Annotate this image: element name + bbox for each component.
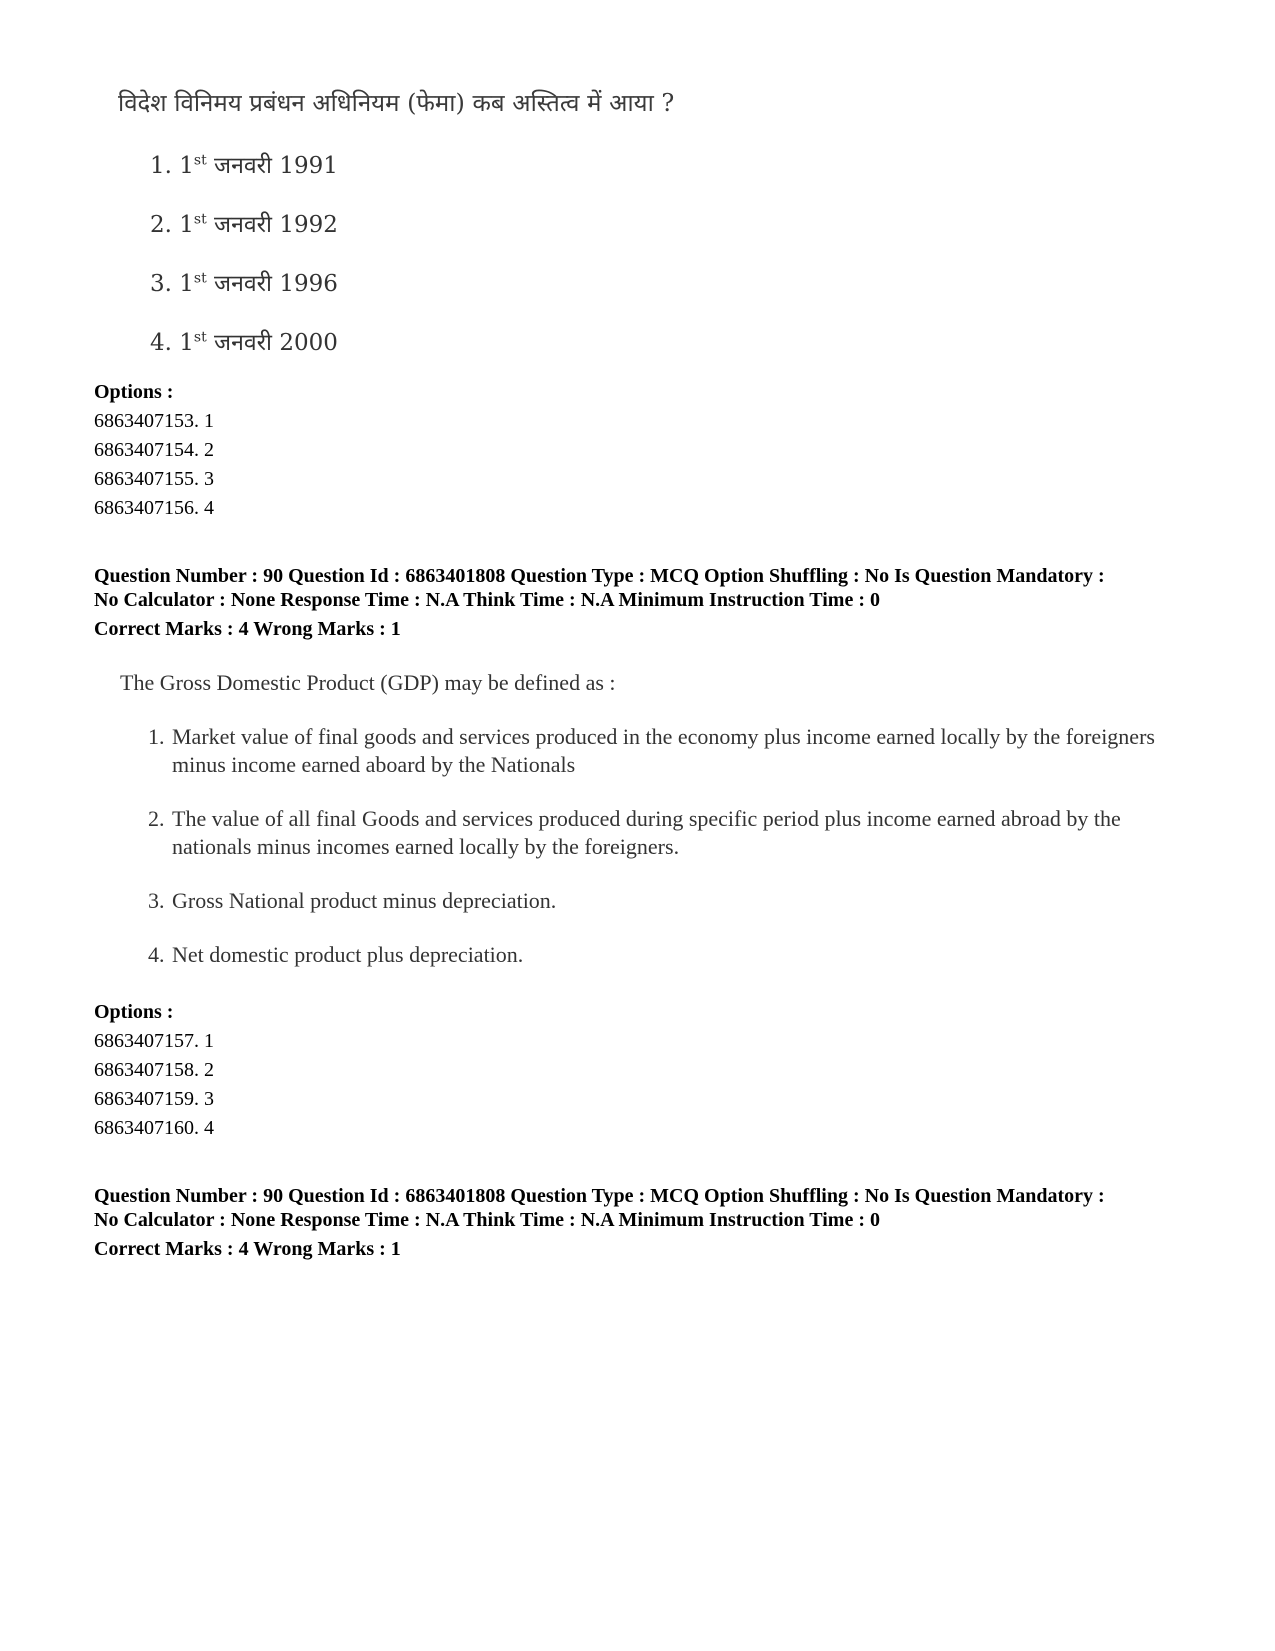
option-day: 1	[179, 330, 194, 356]
options-label: Options :	[94, 1001, 174, 1023]
option-id-4: 6863407156. 4	[94, 497, 214, 519]
options-label: Options :	[94, 381, 174, 403]
option-id-4: 6863407160. 4	[94, 1117, 214, 1139]
option-text: The value of all final Goods and services produced during specific period plus income earned abroad by the nationals minus incomes earned locally by the foreigners.	[172, 806, 1121, 859]
q1-option-1	[150, 148, 338, 180]
meta-line-3: Correct Marks : 4 Wrong Marks : 1	[94, 618, 401, 640]
option-day: 1	[179, 153, 194, 179]
meta-line-2: No Calculator : None Response Time : N.A Think Time : N.A Minimum Instruction Time : 0	[94, 589, 880, 611]
option-id-2: 6863407158. 2	[94, 1059, 214, 1081]
meta-line-1: Question Number : 90 Question Id : 6863401808 Question Type : MCQ Option Shuffling : No Is Question Mandatory :	[94, 565, 1105, 587]
option-id-3: 6863407159. 3	[94, 1088, 214, 1110]
option-number: 3.	[150, 271, 172, 297]
q2-option-1	[148, 723, 1188, 779]
option-text: जनवरी 1996	[206, 271, 338, 297]
option-text: जनवरी 2000	[206, 330, 338, 356]
meta-line-3: Correct Marks : 4 Wrong Marks : 1	[94, 1238, 401, 1260]
option-day: 1	[179, 212, 194, 238]
q3-meta	[94, 1184, 1105, 1261]
option-text: Market value of final goods and services produced in the economy plus income earned locally by the foreigners minus income earned aboard by the Nationals	[172, 724, 1155, 777]
option-text: Net domestic product plus depreciation.	[172, 942, 524, 967]
q1-options-block	[94, 378, 214, 523]
q1-option-4	[150, 325, 338, 357]
option-number: 4.	[148, 942, 165, 967]
option-sup: st	[193, 329, 207, 346]
q1-stem: विदेश विनिमय प्रबंधन अधिनियम (फेमा) कब अस्तित्व में आया ?	[118, 89, 675, 117]
option-sup: st	[193, 211, 207, 228]
option-id-3: 6863407155. 3	[94, 468, 214, 490]
q2-options-block	[94, 998, 214, 1143]
option-id-1: 6863407157. 1	[94, 1030, 214, 1052]
meta-line-2: No Calculator : None Response Time : N.A Think Time : N.A Minimum Instruction Time : 0	[94, 1209, 880, 1231]
option-id-2: 6863407154. 2	[94, 439, 214, 461]
q2-stem: The Gross Domestic Product (GDP) may be defined as :	[120, 670, 616, 695]
q2-meta	[94, 564, 1105, 641]
option-sup: st	[193, 152, 207, 169]
option-text: जनवरी 1992	[206, 212, 338, 238]
meta-line-1: Question Number : 90 Question Id : 6863401808 Question Type : MCQ Option Shuffling : No Is Question Mandatory :	[94, 1185, 1105, 1207]
option-number: 1.	[150, 153, 172, 179]
option-number: 2.	[150, 212, 172, 238]
q2-option-3	[148, 887, 1188, 915]
option-text: Gross National product minus depreciation.	[172, 888, 557, 913]
option-number: 4.	[150, 330, 172, 356]
option-sup: st	[193, 270, 207, 287]
q1-option-2	[150, 207, 338, 239]
q1-option-3	[150, 266, 338, 298]
option-number: 2.	[148, 806, 165, 831]
q2-option-2	[148, 805, 1188, 861]
option-id-1: 6863407153. 1	[94, 410, 214, 432]
option-text: जनवरी 1991	[206, 153, 338, 179]
q2-option-4	[148, 941, 1188, 969]
option-number: 1.	[148, 724, 165, 749]
option-day: 1	[179, 271, 194, 297]
option-number: 3.	[148, 888, 165, 913]
